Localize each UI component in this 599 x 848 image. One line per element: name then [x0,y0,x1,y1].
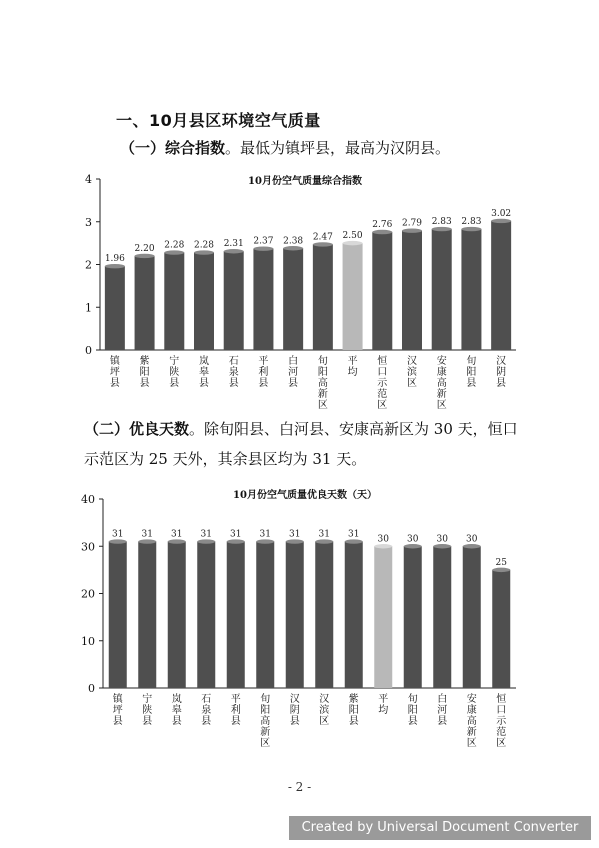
y-tick-label: 20 [81,587,95,601]
y-tick-label: 0 [88,682,95,695]
category-label-char: 紫 [139,356,150,367]
y-tick-label: 2 [85,258,92,272]
data-label: 31 [318,529,330,540]
data-label: 30 [407,534,419,545]
data-label: 2.50 [342,231,363,242]
bar-cap [138,539,156,543]
bar-cap [283,246,303,250]
bar-cap [286,539,304,543]
data-label: 2.38 [283,236,304,247]
section-heading: 一、10月县区环境空气质量 [116,111,321,130]
bar [105,266,125,350]
category-label-char: 利 [258,367,269,378]
data-label: 25 [495,557,507,568]
category-label-char: 旬 [466,356,477,367]
category-label-char: 高 [466,716,477,727]
data-label: 2.83 [431,217,452,228]
category-label-char: 镇 [109,356,120,367]
bar-cap [404,544,422,548]
category-label-char: 口 [377,367,388,378]
watermark-banner: Created by Universal Document Converter [289,816,591,840]
category-label-char: 县 [109,378,120,389]
category-label-char: 宁 [169,356,180,367]
category-label-char: 阳 [466,367,477,378]
category-label-char: 阳 [260,705,271,716]
y-tick-label: 4 [85,173,92,186]
category-label-char: 均 [378,705,389,716]
bar [138,542,156,688]
data-label: 2.28 [193,240,215,251]
bar [227,542,245,688]
data-label: 2.20 [134,243,155,254]
category-label-char: 县 [496,378,507,389]
category-label-char: 汉 [407,356,417,367]
bar-cap [343,241,363,245]
data-label: 2.76 [372,220,393,231]
y-tick-label: 1 [85,301,92,315]
category-label-char: 县 [348,716,359,727]
bar-cap [135,254,155,258]
bar [432,229,452,350]
data-label: 2.31 [223,239,244,250]
bar [194,253,214,350]
category-label-char: 阳 [348,705,359,716]
chart-title: 10月份空气质量优良天数（天） [233,490,377,501]
bar [224,251,244,350]
paragraph-text: 。除旬阳县、白河县、安康高新区为 30 天，恒口示范区为 25 天外，其余县区均为 31 天。 [84,420,518,468]
y-tick-label: 0 [85,344,92,357]
category-label-char: 新 [436,389,447,400]
bar-cap [372,230,392,234]
category-label-char: 石 [201,694,212,705]
category-label-char: 安 [466,694,477,705]
category-label-char: 新 [260,727,271,738]
category-label-char: 高 [317,378,328,389]
bar-cap [374,544,392,548]
paragraph-label: （一）综合指数 [120,139,226,157]
category-label-char: 岚 [171,694,182,705]
data-label: 2.79 [401,218,423,229]
category-label-char: 高 [260,716,271,727]
bar [372,232,392,350]
bar [345,542,363,688]
bar [135,256,155,350]
category-label-char: 区 [319,716,330,727]
bar [197,542,215,688]
bar [402,231,422,350]
category-label-char: 均 [347,367,358,378]
data-label: 31 [141,529,153,540]
category-label-char: 白 [288,356,299,367]
category-label-char: 阳 [139,367,150,378]
data-label: 1.96 [104,254,125,265]
category-label-char: 县 [142,716,153,727]
category-label-char: 县 [171,716,182,727]
bar [315,542,333,688]
category-label-char: 范 [377,389,388,400]
bar [313,244,333,350]
paragraph-good-days [84,414,524,474]
bar [253,249,273,350]
category-label-char: 区 [377,400,388,411]
category-label-char: 区 [260,738,271,749]
category-label-char: 新 [317,389,328,400]
data-label: 30 [466,534,478,545]
category-label-char: 平 [258,356,269,367]
category-label-char: 县 [288,378,299,389]
category-label-char: 平 [378,694,389,705]
bar-cap [164,250,184,254]
category-label-char: 坪 [109,367,120,378]
category-label-char: 白 [437,694,448,705]
category-label-char: 汉 [319,694,330,705]
category-label-char: 县 [201,716,212,727]
data-label: 30 [436,534,448,545]
data-label: 2.47 [312,232,333,243]
bar [168,542,186,688]
data-label: 31 [289,529,301,540]
category-label-char: 口 [496,705,507,716]
data-label: 31 [171,529,183,540]
bar-cap [168,539,186,543]
bar-cap [461,227,481,231]
paragraph-composite-index [120,133,560,163]
data-label: 3.02 [491,208,512,219]
category-label-char: 旬 [260,694,271,705]
category-label-char: 康 [466,705,477,716]
category-label-char: 泉 [228,367,239,378]
category-label-char: 皋 [171,705,182,716]
category-label-char: 利 [230,705,241,716]
category-label-char: 旬 [407,694,418,705]
data-label: 31 [230,529,242,540]
bar-cap [105,264,125,268]
category-label-char: 区 [466,738,477,749]
bar [343,243,363,350]
composite-index-chart [0,160,599,411]
y-tick-label: 40 [81,493,95,506]
category-label-char: 县 [199,378,209,389]
bar [433,546,451,688]
category-label-char: 恒 [377,356,388,367]
category-label-char: 阳 [407,705,418,716]
category-label-char: 平 [347,356,358,367]
category-label-char: 县 [230,716,241,727]
category-label-char: 石 [228,356,239,367]
category-label-char: 康 [436,367,447,378]
category-label-char: 县 [289,716,300,727]
category-label-char: 旬 [317,356,328,367]
category-label-char: 紫 [348,694,359,705]
category-label-char: 镇 [112,694,123,705]
y-tick-label: 3 [85,215,92,229]
data-label: 2.83 [461,217,482,228]
category-label-char: 县 [228,378,239,389]
category-label-char: 县 [407,716,418,727]
category-label-char: 坪 [112,705,123,716]
category-label-char: 皋 [199,367,209,378]
bar-cap [345,539,363,543]
category-label-char: 安 [436,356,447,367]
bar [109,542,127,688]
y-tick-label: 30 [81,540,95,554]
category-label-char: 县 [169,378,180,389]
paragraph-label: （二）优良天数 [84,420,190,438]
bar-cap [227,539,245,543]
data-label: 30 [377,534,389,545]
category-label-char: 示 [377,378,388,389]
bar-cap [313,242,333,246]
data-label: 2.28 [164,240,185,251]
data-label: 2.37 [253,236,274,247]
category-label-char: 县 [112,716,123,727]
y-tick-label: 10 [81,634,95,648]
category-label-char: 区 [436,400,447,411]
category-label-char: 河 [437,705,448,716]
category-label-char: 河 [288,367,299,378]
bar [404,546,422,688]
category-label-char: 平 [230,694,241,705]
bar [492,570,510,688]
category-label-char: 恒 [496,694,507,705]
good-days-chart [0,476,599,756]
data-label: 31 [348,529,360,540]
bar [491,221,511,350]
category-label-char: 区 [317,400,328,411]
category-label-char: 陕 [169,367,180,378]
category-label-char: 汉 [289,694,300,705]
category-label-char: 区 [407,378,417,389]
category-label-char: 县 [258,378,269,389]
bar-cap [463,544,481,548]
category-label-char: 范 [496,727,507,738]
bar-cap [224,249,244,253]
bar [463,546,481,688]
category-label-char: 县 [139,378,150,389]
category-label-char: 区 [496,738,507,749]
bar-cap [194,250,214,254]
bar [461,229,481,350]
data-label: 31 [112,529,124,540]
bar-cap [432,227,452,231]
bar-cap [433,544,451,548]
category-label-char: 县 [466,378,477,389]
bar-cap [491,219,511,223]
category-label-char: 滨 [319,705,330,716]
chart-title: 10月份空气质量综合指数 [248,176,362,187]
page-number: - 2 - [287,780,312,794]
bar [286,542,304,688]
bar [374,546,392,688]
category-label-char: 滨 [407,367,417,378]
category-label-char: 泉 [201,705,212,716]
category-label-char: 宁 [142,694,153,705]
category-label-char: 阴 [289,705,300,716]
bar-cap [109,539,127,543]
bar-cap [315,539,333,543]
data-label: 31 [259,529,271,540]
paragraph-text: 。最低为镇坪县，最高为汉阴县。 [225,139,451,157]
bar-cap [402,229,422,233]
category-label-char: 岚 [199,356,209,367]
bar-cap [197,539,215,543]
bar [283,248,303,350]
bar-cap [256,539,274,543]
bar-cap [492,568,510,572]
category-label-char: 阳 [317,367,328,378]
category-label-char: 陕 [142,705,153,716]
category-label-char: 阴 [496,367,507,378]
bar [164,253,184,350]
category-label-char: 新 [466,727,477,738]
category-label-char: 示 [496,716,507,727]
category-label-char: 高 [436,378,447,389]
category-label-char: 汉 [496,356,507,367]
bar-cap [253,246,273,250]
category-label-char: 县 [437,716,448,727]
data-label: 31 [200,529,212,540]
bar [256,542,274,688]
